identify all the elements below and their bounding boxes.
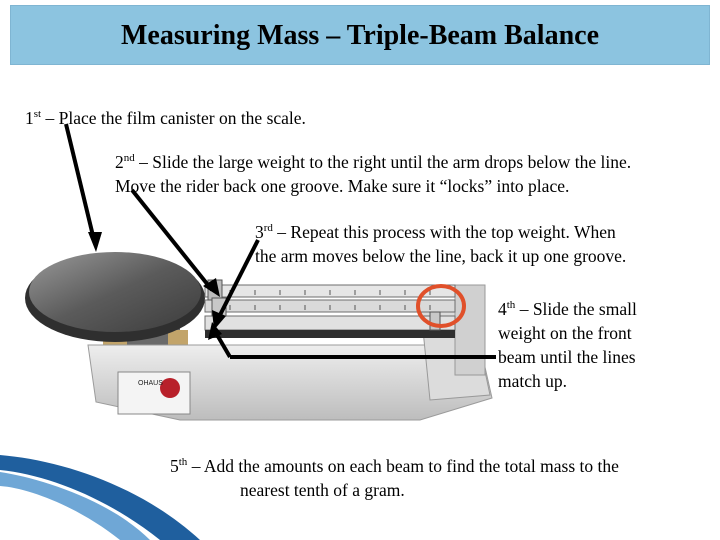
step1-number: 1 (25, 108, 34, 128)
ohaus-label-text: OHAUS (138, 380, 163, 387)
step5-suffix: th (178, 456, 188, 468)
step4-suffix: th (506, 299, 516, 311)
step4-line4: match up. (498, 371, 568, 391)
slide-title: Measuring Mass – Triple-Beam Balance (120, 20, 600, 51)
step1-text (25, 102, 306, 130)
step1-suffix: st (33, 108, 42, 120)
step5-line1: – Add the amounts on each beam to find the total mass to the (187, 456, 619, 476)
step2-line2: Move the rider back one groove. Make sure it “locks” into place. (115, 176, 570, 196)
arrow-step1-head (88, 232, 102, 252)
step4-number: 4 (498, 299, 507, 319)
step3-text (255, 216, 626, 268)
step1-line1: – Place the film canister on the scale. (41, 108, 306, 128)
step3-line2: the arm moves below the line, back it up one groove. (255, 246, 627, 266)
step2-text (115, 146, 631, 198)
arrow-step1-shaft (66, 124, 94, 240)
step3-suffix: rd (263, 222, 273, 234)
pan-top (29, 252, 201, 332)
beam-front (205, 316, 455, 330)
step4-line1: – Slide the small (515, 299, 637, 319)
pointer-housing (455, 285, 485, 375)
step2-number: 2 (115, 152, 124, 172)
step3-line1: – Repeat this process with the top weight. When (272, 222, 616, 242)
step4-line2: weight on the front (498, 323, 632, 343)
step5-line2: nearest tenth of a gram. (240, 480, 405, 500)
ohaus-label-plate (118, 372, 190, 414)
step4-text (498, 293, 637, 393)
step2-suffix: nd (123, 152, 135, 164)
step5-number: 5 (170, 456, 179, 476)
step3-number: 3 (255, 222, 264, 242)
ohaus-logo-mark (160, 378, 180, 398)
step2-line1: – Slide the large weight to the right until the arm drops below the line. (134, 152, 632, 172)
step4-line3: beam until the lines (498, 347, 636, 367)
beam-shadow (205, 330, 455, 338)
step5-text (170, 450, 619, 502)
